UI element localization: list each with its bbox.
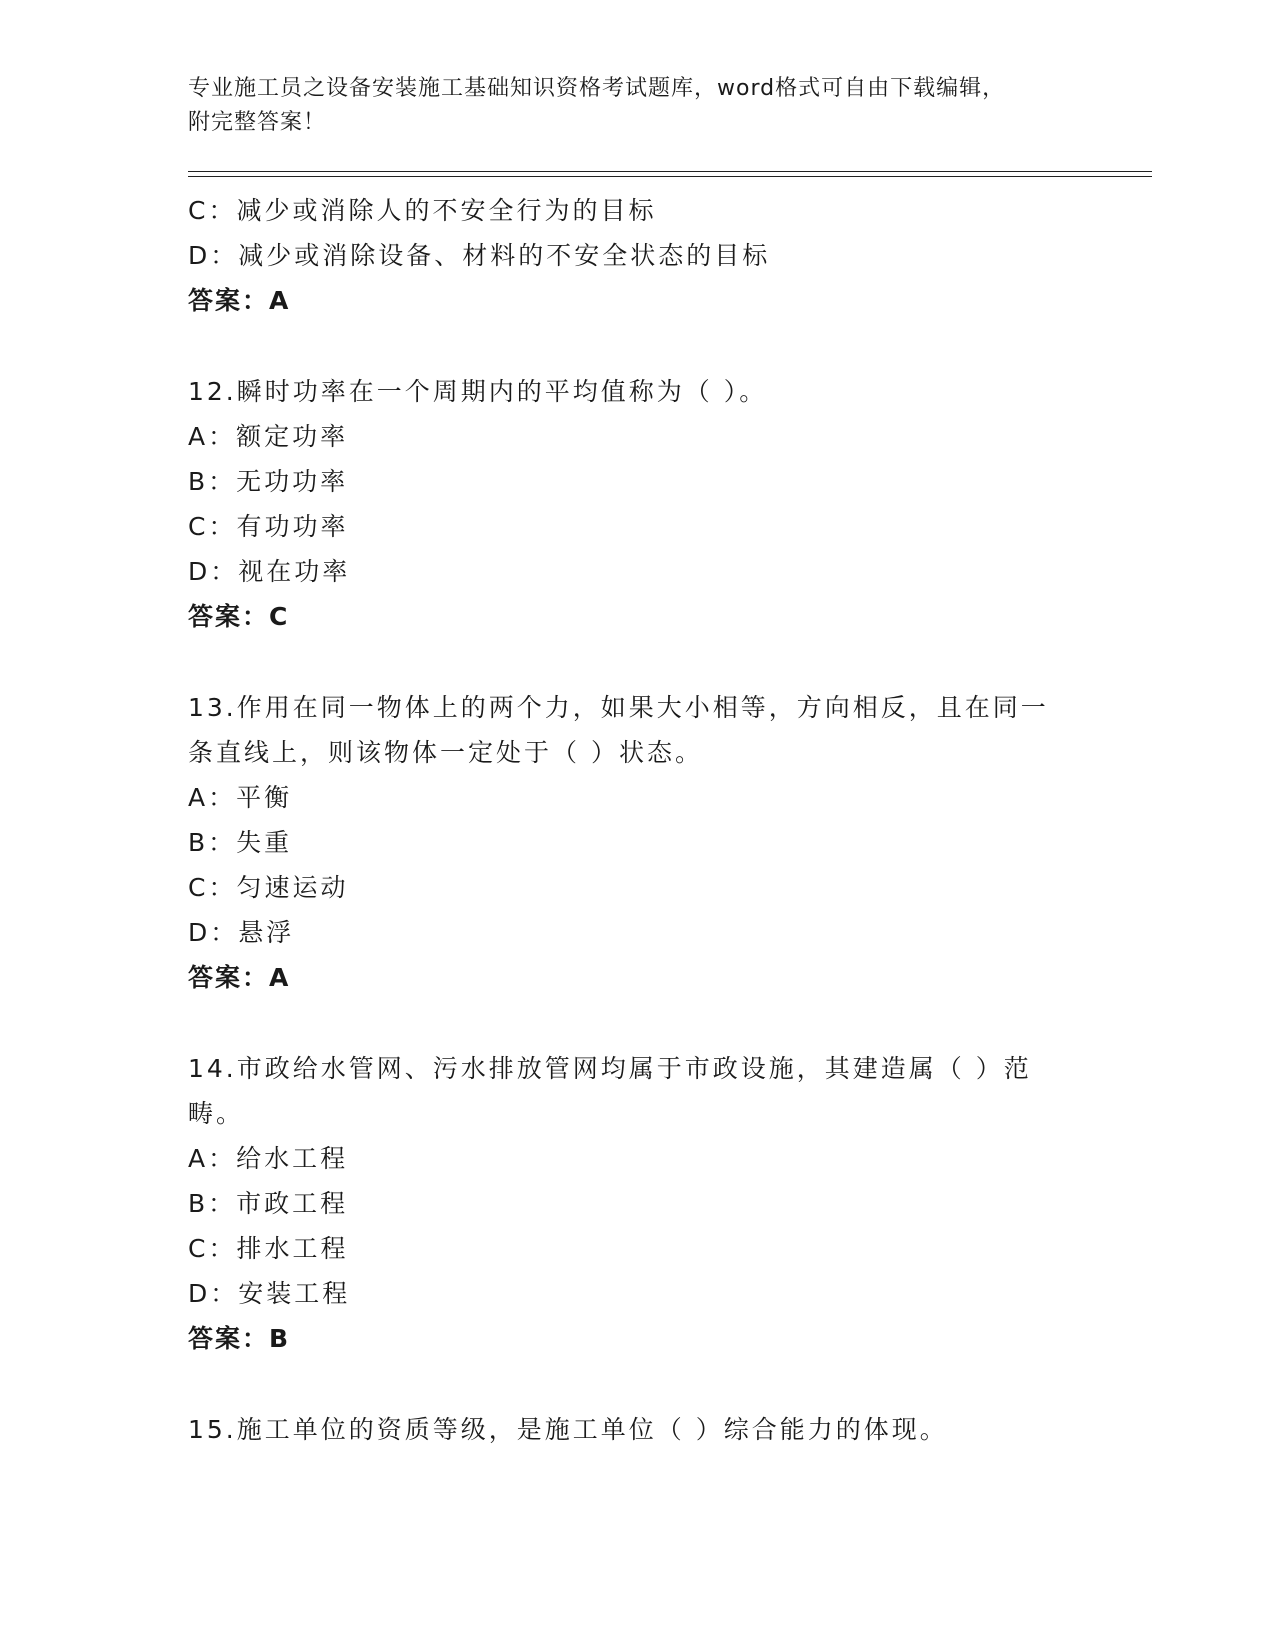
answer: 答案：B [188,1324,291,1353]
option-a: A：给水工程 [188,1144,349,1173]
question-12 [188,369,1088,639]
option-c: C：有功功率 [188,512,349,541]
header-line-1: 专业施工员之设备安装施工基础知识资格考试题库，word格式可自由下载编辑， [188,76,1006,101]
question-15 [188,1407,1088,1452]
option-d: D：悬浮 [188,918,295,947]
question-11-tail [188,188,1088,323]
option-b: B：失重 [188,828,293,857]
question-13 [188,685,1088,1000]
question-list [188,188,1088,1452]
option-c: C：排水工程 [188,1234,349,1263]
question-stem-line-2: 畴。 [188,1099,245,1128]
option-b: B：无功功率 [188,467,349,496]
answer: 答案：C [188,602,290,631]
option-a: A：额定功率 [188,422,349,451]
header-line-2: 附完整答案！ [188,110,327,135]
header-divider-bottom [188,176,1152,177]
question-stem-line-2: 条直线上，则该物体一定处于（ ）状态。 [188,738,703,767]
question-stem-line-1: 13.作用在同一物体上的两个力，如果大小相等，方向相反，且在同一 [188,693,1049,722]
option-d: D：安装工程 [188,1279,351,1308]
option-a: A：平衡 [188,783,293,812]
option-c: C：减少或消除人的不安全行为的目标 [188,196,657,225]
option-b: B：市政工程 [188,1189,349,1218]
option-d: D：减少或消除设备、材料的不安全状态的目标 [188,241,771,270]
question-stem: 12.瞬时功率在一个周期内的平均值称为（ ）。 [188,377,768,406]
answer: 答案：A [188,963,291,992]
question-stem-line-1: 14.市政给水管网、污水排放管网均属于市政设施，其建造属（ ）范 [188,1054,1032,1083]
option-d: D：视在功率 [188,557,351,586]
question-stem: 15.施工单位的资质等级，是施工单位（ ）综合能力的体现。 [188,1415,948,1444]
question-14 [188,1046,1088,1361]
option-c: C：匀速运动 [188,873,349,902]
document-header [188,72,1088,140]
header-divider-top [188,171,1152,172]
answer: 答案：A [188,286,291,315]
